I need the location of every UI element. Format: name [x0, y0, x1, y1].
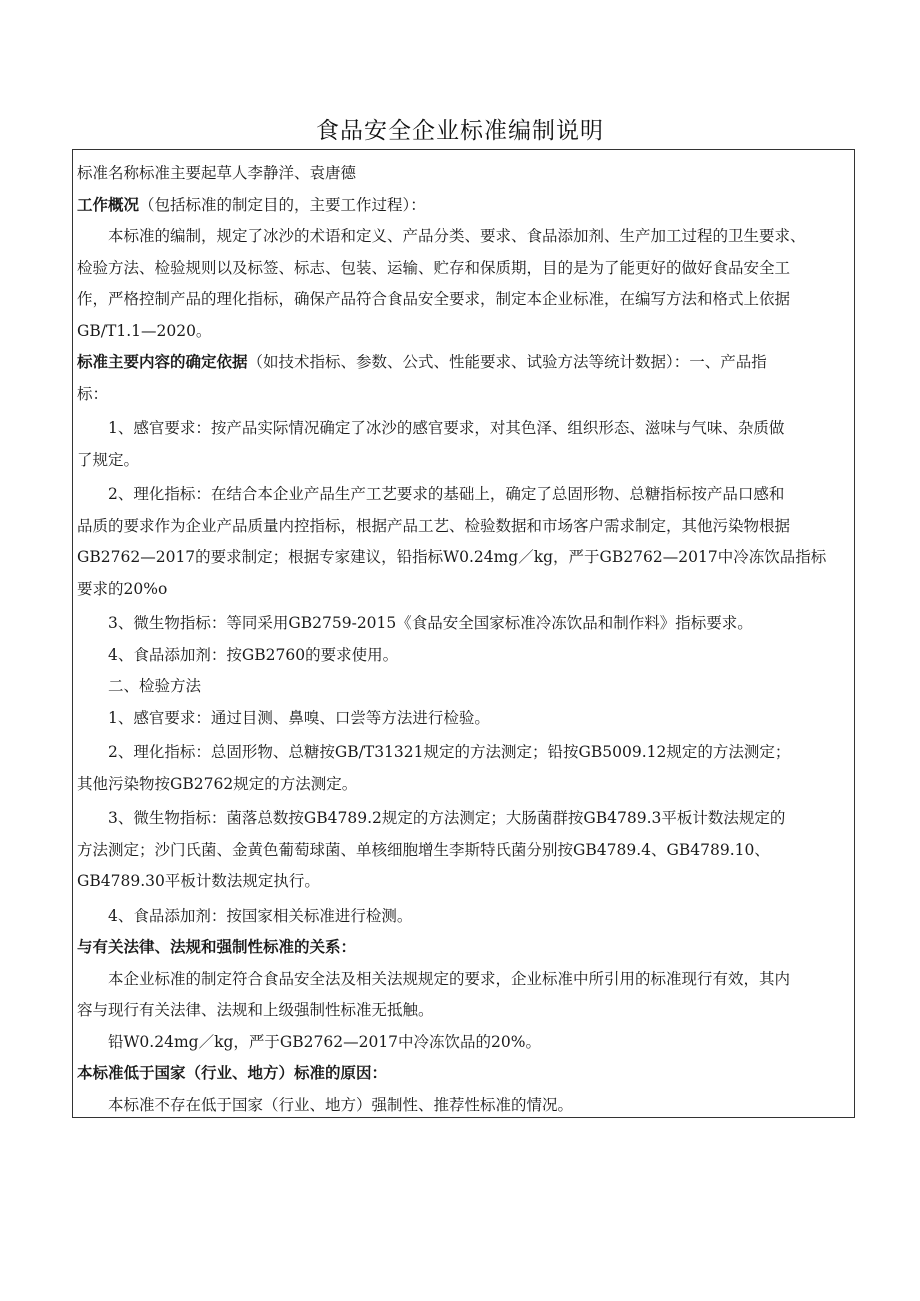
overview-line: 本标准的编制，规定了冰沙的术语和定义、产品分类、要求、食品添加剂、生产加工过程的卫生要求、	[108, 227, 806, 245]
item4-line: 4、食品添加剂：按GB2760的要求使用。	[108, 645, 399, 664]
method2-line: 2、理化指标：总固形物、总糖按GB/T31321规定的方法测定；铅按GB5009.12规定的方法测定；	[108, 743, 791, 761]
item2-line: 2、理化指标：在结合本企业产品生产工艺要求的基础上，确定了总固形物、总糖指标按产品口感和	[108, 485, 785, 503]
laws-heading: 与有关法律、法规和强制性标准的关系：	[77, 938, 357, 956]
explanation-table	[72, 149, 855, 1118]
method3-line: 方法测定；沙门氏菌、金黄色葡萄球菌、单核细胞增生李斯特氏菌分别按GB4789.4、GB4789.10、	[77, 840, 770, 859]
laws-line: 容与现行有关法律、法规和上级强制性标准无抵触。	[77, 1001, 434, 1019]
laws-lead-line: 铅W0.24mg／kg，严于GB2762—2017中冷冻饮品的20%。	[108, 1032, 541, 1051]
item2-line: GB2762—2017的要求制定；根据专家建议，铅指标W0.24mg／kg，严于GB2762—2017中冷冻饮品指标	[77, 548, 827, 566]
overview-heading-row	[77, 190, 851, 222]
item2-line: 要求的20%o	[77, 579, 168, 598]
method1-line: 1、感官要求：通过目测、鼻嗅、口尝等方法进行检验。	[108, 708, 490, 727]
method2-line: 其他污染物按GB2762规定的方法测定。	[77, 774, 358, 793]
basis-heading: 标准主要内容的确定依据	[77, 353, 248, 371]
method3-line: GB4789.30平板计数法规定执行。	[77, 872, 320, 890]
overview-line: GB/T1.1—2020。	[77, 321, 212, 340]
overview-line: 作，严格控制产品的理化指标，确保产品符合食品安全要求，制定本企业标准，在编写方法和格式上依据	[77, 290, 791, 308]
item3-line: 3、微生物指标：等同采用GB2759-2015《食品安全国家标准冷冻饮品和制作料》指标要求。	[108, 614, 753, 632]
overview-heading: 工作概况	[77, 195, 140, 214]
method4-line: 4、食品添加剂：按国家相关标准进行检测。	[108, 906, 413, 925]
item1-line: 了规定。	[77, 450, 140, 469]
basis-heading-note: （如技术指标、参数、公式、性能要求、试验方法等统计数据）：一、产品指	[247, 353, 767, 371]
laws-line: 本企业标准的制定符合食品安全法及相关法规规定的要求，企业标准中所引用的标准现行有效，其内	[108, 969, 791, 988]
overview-heading-note: （包括标准的制定目的，主要工作过程）：	[139, 195, 426, 214]
overview-line: 检验方法、检验规则以及标签、标志、包装、运输、贮存和保质期，目的是为了能更好的做好食品安全工	[77, 258, 791, 277]
method3-line: 3、微生物指标：菌落总数按GB4789.2规定的方法测定；大肠菌群按GB4789.3平板计数法规定的	[108, 809, 786, 827]
item2-line: 品质的要求作为企业产品质量内控指标，根据产品工艺、检验数据和市场客户需求制定，其他污染物根据	[77, 516, 791, 535]
basis-heading-cont: 标：	[77, 384, 109, 403]
basis-heading-row	[77, 347, 851, 379]
item1-line: 1、感官要求：按产品实际情况确定了冰沙的感官要求，对其色泽、组织形态、滋味与气味、杂质做	[108, 419, 785, 437]
lower-text: 本标准不存在低于国家（行业、地方）强制性、推荐性标准的情况。	[108, 1095, 574, 1114]
header-line: 标准名称标准主要起草人李静洋、袁唐德	[77, 164, 357, 182]
lower-heading: 本标准低于国家（行业、地方）标准的原因：	[77, 1064, 388, 1082]
document-title: 食品安全企业标准编制说明	[316, 118, 604, 144]
section2-heading: 二、检验方法	[108, 677, 202, 695]
